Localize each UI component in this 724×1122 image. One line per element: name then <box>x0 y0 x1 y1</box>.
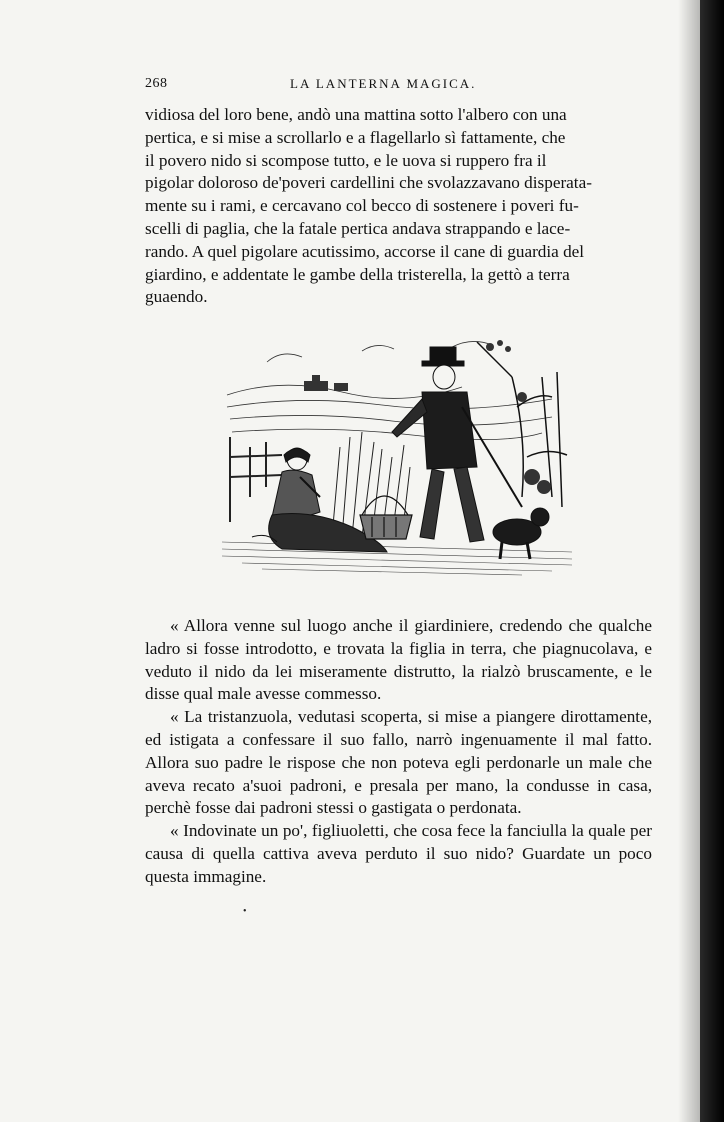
running-title: LA LANTERNA MAGICA. <box>290 76 477 91</box>
paragraph: « Allora venne sul luogo anche il giardiniere, credendo che qualche ladro si fosse introdotto, e trovata la figlia in terra, che piagnucolava, e veduto il nido da lei miseramente distrutto, la rialzò bruscamente, e le disse qual male avesse commesso. <box>145 616 652 704</box>
paragraph-top <box>145 104 652 309</box>
text-line: rando. A quel pigolare acutissimo, accorse il cane di guardia del <box>145 241 585 261</box>
engraving-girl-gardener-dog-icon <box>222 337 572 582</box>
text-line: giardino, e addentate le gambe della tristerella, la gettò a terra <box>145 264 570 284</box>
page-number: 268 <box>145 76 168 91</box>
paragraph: « Indovinate un po', figliuoletti, che cosa fece la fanciulla la quale per causa di quella cattiva aveva perduto il suo nido? Guardate un poco questa immagine. <box>145 821 652 886</box>
paragraph: « La tristanzuola, vedutasi scoperta, si mise a piangere dirottamente, ed istigata a confessare il suo fallo, narrò ingenuamente il mal fatto. Allora suo padre le rispose che non poteva egli perdonarle un male che aveva recato a'suoi padroni, e presala per mano, la condusse in casa, perchè fosse dai padroni stessi o gastigata o perdonata. <box>145 707 652 818</box>
text-line: mente su i rami, e cercavano col becco di sostenere i poveri fu- <box>145 196 579 216</box>
ink-speck: • <box>243 906 247 917</box>
text-line: vidiosa del loro bene, andò una mattina sotto l'albero con una <box>145 105 567 124</box>
paragraph-bottom <box>145 615 652 889</box>
page-edge-shadow <box>700 0 724 1122</box>
text-line: pigolar doloroso de'poveri cardellini che svolazzavano disperata- <box>145 173 592 193</box>
text-line: guaendo. <box>145 287 208 307</box>
engraving-illustration <box>222 337 572 582</box>
text-line: pertica, e si mise a scrollarlo e a flagellarlo sì fattamente, che <box>145 127 566 147</box>
text-line: il povero nido si scompose tutto, e le uova si ruppero fra il <box>145 150 547 170</box>
text-line: scelli di paglia, che la fatale pertica andava strappando e lace- <box>145 218 571 238</box>
